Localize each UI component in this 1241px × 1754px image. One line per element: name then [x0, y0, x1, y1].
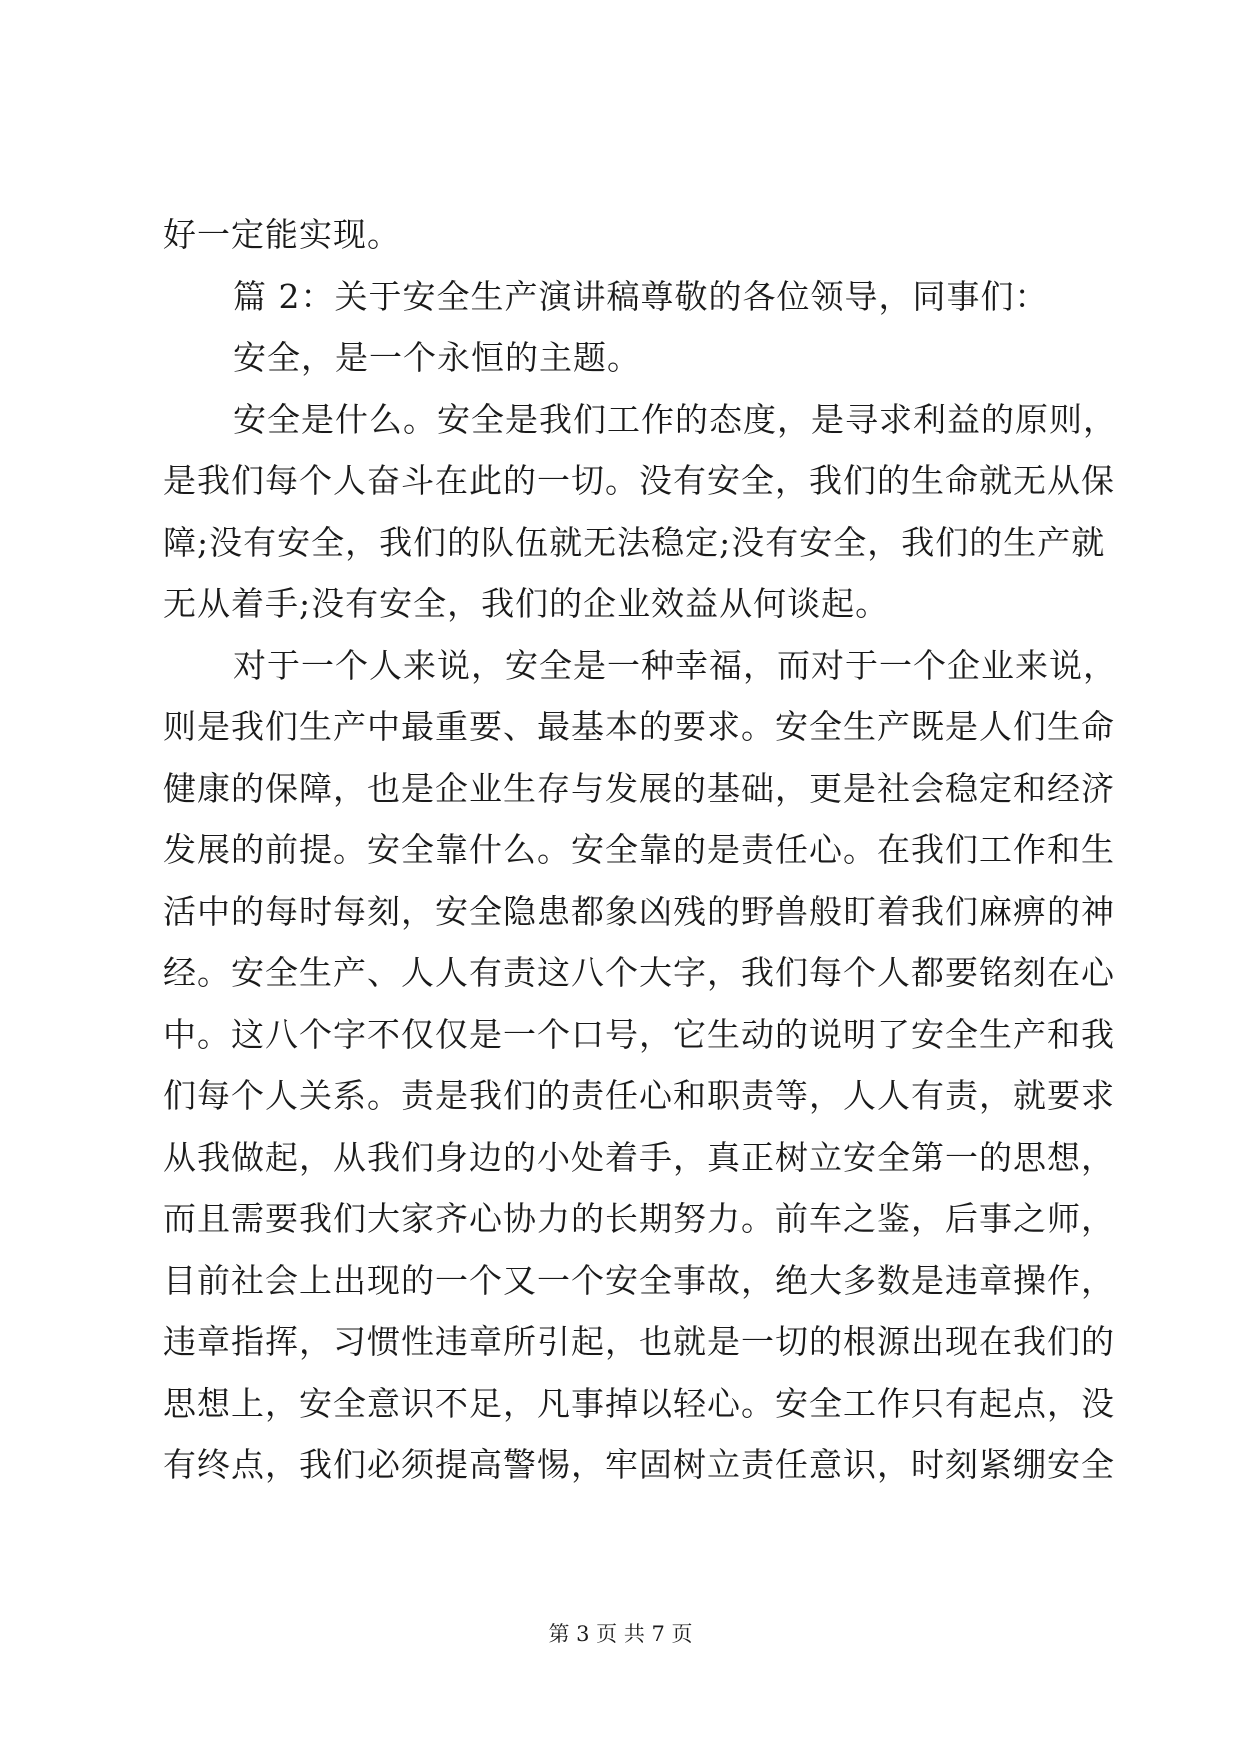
paragraph-line: 发展的前提。安全靠什么。安全靠的是责任心。在我们工作和生 — [163, 830, 1115, 869]
paragraph-line: 违章指挥，习惯性违章所引起，也就是一切的根源出现在我们的 — [163, 1322, 1115, 1361]
paragraph-line: 篇 2：关于安全生产演讲稿尊敬的各位领导，同事们： — [233, 276, 1049, 316]
paragraph-line: 经。安全生产、人人有责这八个大字，我们每个人都要铭刻在心 — [163, 953, 1115, 992]
paragraph-line: 则是我们生产中最重要、最基本的要求。安全生产既是人们生命 — [163, 707, 1115, 746]
paragraph-line: 而且需要我们大家齐心协力的长期努力。前车之鉴，后事之师， — [163, 1199, 1115, 1238]
document-body — [163, 204, 1117, 1496]
paragraph-line: 活中的每时每刻，安全隐患都象凶残的野兽般盯着我们麻痹的神 — [163, 891, 1115, 931]
paragraph-line: 中。这八个字不仅仅是一个口号，它生动的说明了安全生产和我 — [163, 1014, 1115, 1054]
paragraph-line: 是我们每个人奋斗在此的一切。没有安全，我们的生命就无从保 — [163, 461, 1115, 500]
paragraph-line: 障;没有安全，我们的队伍就无法稳定;没有安全，我们的生产就 — [163, 522, 1106, 562]
paragraph-line: 思想上，安全意识不足，凡事掉以轻心。安全工作只有起点，没 — [163, 1383, 1115, 1423]
paragraph-line: 有终点，我们必须提高警惕，牢固树立责任意识，时刻紧绷安全 — [163, 1445, 1115, 1484]
paragraph-line: 好一定能实现。 — [163, 215, 401, 254]
paragraph-line: 无从着手;没有安全，我们的企业效益从何谈起。 — [163, 584, 890, 623]
paragraph-line: 安全，是一个永恒的主题。 — [233, 338, 641, 377]
page-number-label: 第 3 页 共 7 页 — [548, 1622, 693, 1646]
paragraph-line: 们每个人关系。责是我们的责任心和职责等，人人有责，就要求 — [163, 1076, 1115, 1115]
paragraph-line: 安全是什么。安全是我们工作的态度，是寻求利益的原则， — [233, 399, 1117, 439]
paragraph-line: 目前社会上出现的一个又一个安全事故，绝大多数是违章操作， — [163, 1260, 1115, 1300]
page-footer — [0, 1618, 1241, 1648]
paragraph-line: 从我做起，从我们身边的小处着手，真正树立安全第一的思想， — [163, 1137, 1115, 1177]
paragraph-line: 健康的保障，也是企业生存与发展的基础，更是社会稳定和经济 — [163, 768, 1115, 808]
paragraph-line: 对于一个人来说，安全是一种幸福，而对于一个企业来说， — [233, 645, 1117, 685]
